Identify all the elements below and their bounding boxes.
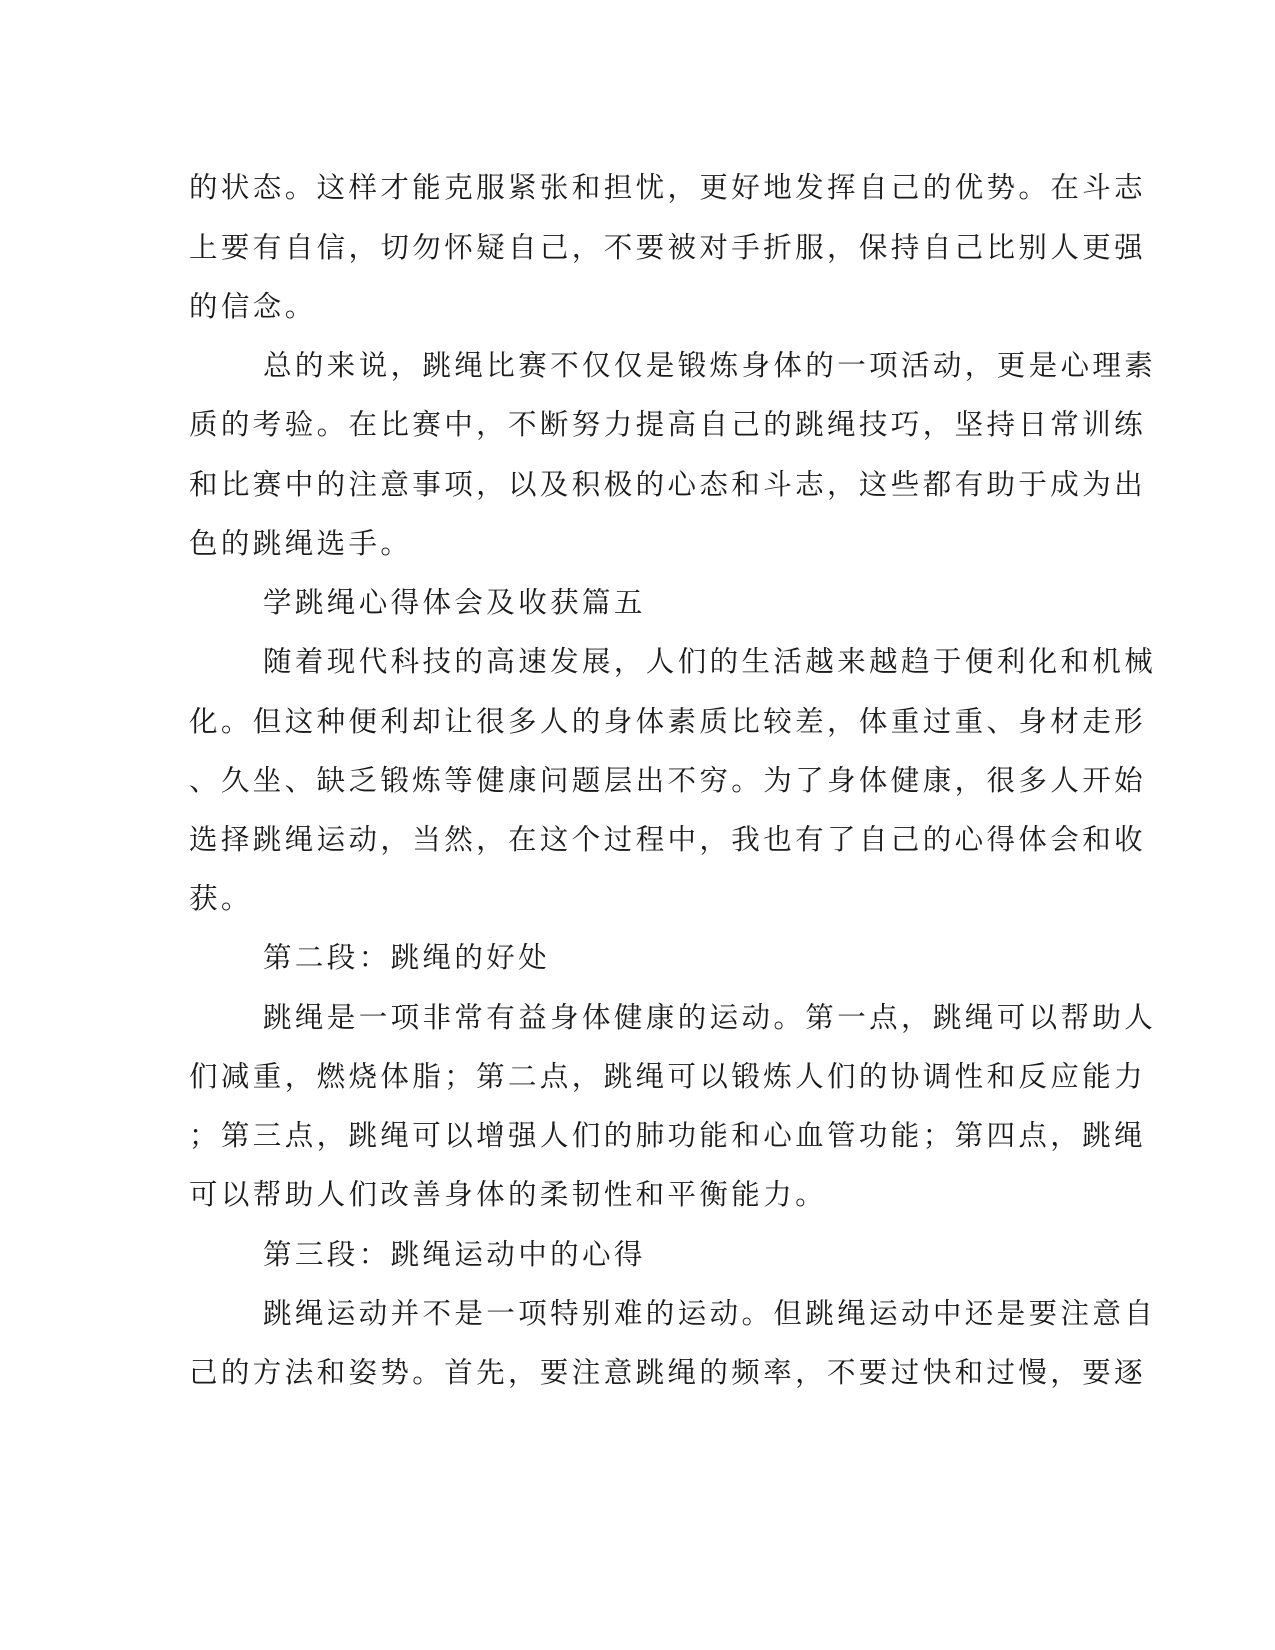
text-line: 己的方法和姿势。首先，要注意跳绳的频率，不要过快和过慢，要逐 — [189, 1356, 1147, 1389]
section-heading: 第二段：跳绳的好处 — [263, 941, 551, 974]
section-heading: 学跳绳心得体会及收获篇五 — [263, 586, 646, 619]
paragraph-first-line: 跳绳运动并不是一项特别难的运动。但跳绳运动中还是要注意自 — [263, 1297, 1157, 1330]
text-line: 可以帮助人们改善身体的柔韧性和平衡能力。 — [189, 1178, 828, 1211]
text-line: 选择跳绳运动，当然，在这个过程中，我也有了自己的心得体会和收 — [189, 823, 1147, 856]
text-line: 的信念。 — [189, 290, 317, 323]
text-line: 、久坐、缺乏锻炼等健康问题层出不穷。为了身体健康，很多人开始 — [189, 764, 1147, 797]
text-line: 上要有自信，切勿怀疑自己，不要被对手折服，保持自己比别人更强 — [189, 231, 1147, 264]
paragraph-first-line: 跳绳是一项非常有益身体健康的运动。第一点，跳绳可以帮助人 — [263, 1001, 1157, 1034]
text-line: 和比赛中的注意事项，以及积极的心态和斗志，这些都有助于成为出 — [189, 468, 1147, 501]
paragraph-first-line: 随着现代科技的高速发展，人们的生活越来越趋于便利化和机械 — [263, 645, 1157, 678]
text-line: ；第三点，跳绳可以增强人们的肺功能和心血管功能；第四点，跳绳 — [189, 1119, 1147, 1152]
text-line: 获。 — [189, 882, 253, 915]
text-line: 的状态。这样才能克服紧张和担忧，更好地发挥自己的优势。在斗志 — [189, 171, 1147, 204]
text-line: 色的跳绳选手。 — [189, 527, 413, 560]
text-line: 质的考验。在比赛中，不断努力提高自己的跳绳技巧，坚持日常训练 — [189, 408, 1147, 441]
text-line: 化。但这种便利却让很多人的身体素质比较差，体重过重、身材走形 — [189, 705, 1147, 738]
section-heading: 第三段：跳绳运动中的心得 — [263, 1238, 646, 1271]
text-line: 们减重，燃烧体脂；第二点，跳绳可以锻炼人们的协调性和反应能力 — [189, 1060, 1147, 1093]
paragraph-first-line: 总的来说，跳绳比赛不仅仅是锻炼身体的一项活动，更是心理素 — [263, 349, 1157, 382]
